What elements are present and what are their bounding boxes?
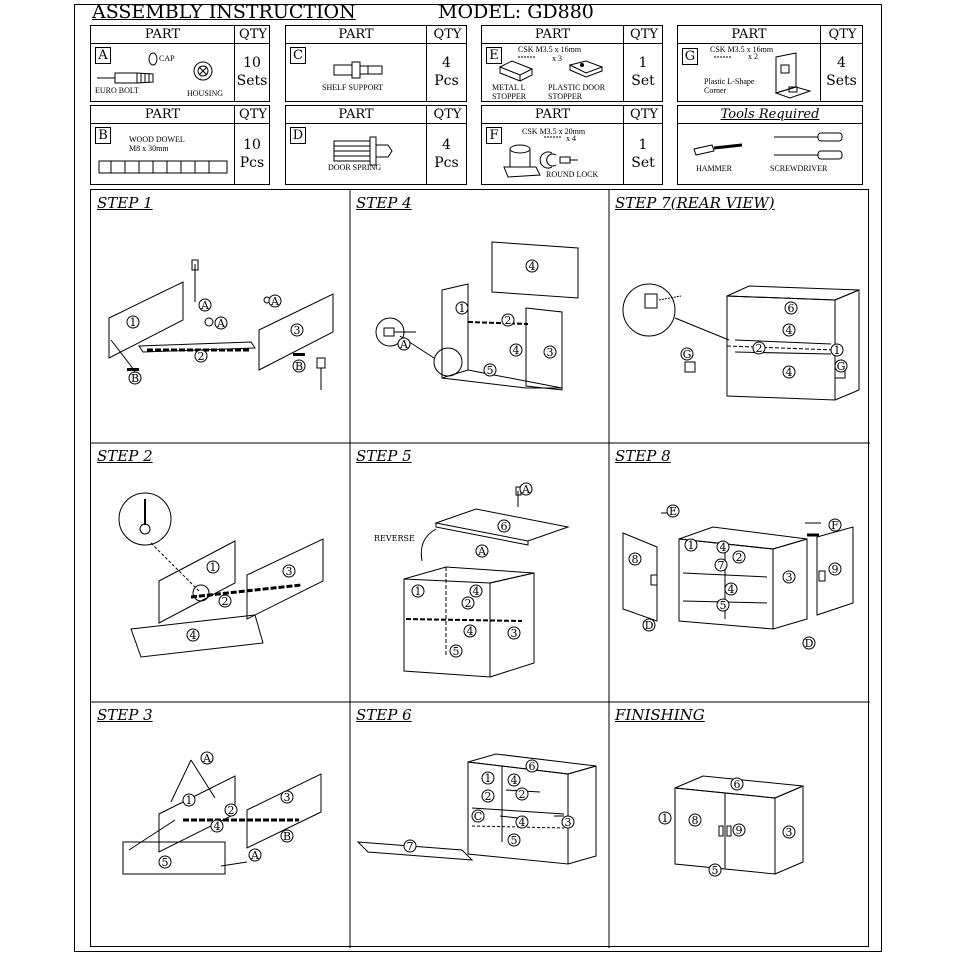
step-4-diagram bbox=[350, 190, 609, 443]
screw-count: x 4 bbox=[566, 134, 576, 143]
part-letter-e: E bbox=[486, 47, 502, 64]
marker-5: 5 bbox=[711, 864, 719, 877]
marker-b: B bbox=[282, 830, 292, 843]
qty-header: QTY bbox=[426, 106, 468, 123]
qty-unit: Pcs bbox=[434, 154, 459, 171]
part-box-e bbox=[481, 25, 663, 102]
marker-8: 8 bbox=[631, 553, 639, 566]
step-5-diagram bbox=[350, 443, 609, 702]
qty-value: 1 bbox=[638, 55, 648, 71]
marker-1: 1 bbox=[687, 539, 695, 552]
part-header: PART bbox=[534, 107, 571, 122]
qty-unit: Sets bbox=[236, 73, 268, 89]
qty-header: QTY bbox=[426, 26, 468, 43]
marker-3: 3 bbox=[285, 565, 293, 578]
marker-b: B bbox=[294, 360, 304, 373]
screw-spec: CSK M3.5 x 20mm bbox=[522, 127, 586, 136]
marker-5: 5 bbox=[486, 364, 494, 377]
marker-2: 2 bbox=[504, 314, 512, 327]
screw-count: x 2 bbox=[748, 52, 758, 61]
step-8-diagram bbox=[609, 443, 870, 702]
qty-value: 10 bbox=[243, 136, 261, 153]
step-2-diagram bbox=[91, 443, 350, 702]
marker-1: 1 bbox=[209, 561, 217, 574]
step-6-diagram bbox=[350, 702, 609, 948]
step-3-panel bbox=[91, 702, 350, 948]
screw-spec: CSK M3.5 x 16mm bbox=[518, 45, 582, 54]
marker-2: 2 bbox=[221, 595, 229, 608]
part-letter-a: A bbox=[95, 47, 111, 64]
step-1-diagram bbox=[91, 190, 350, 443]
marker-7: 7 bbox=[717, 559, 725, 572]
tools-icons bbox=[678, 123, 862, 183]
housing-label: HOUSING bbox=[187, 89, 223, 98]
step-label: STEP 8 bbox=[615, 447, 671, 465]
cap-label: CAP bbox=[159, 54, 175, 63]
marker-1: 1 bbox=[833, 344, 841, 357]
marker-b: B bbox=[130, 372, 140, 385]
hammer-label: HAMMER bbox=[696, 164, 733, 173]
marker-a: A bbox=[478, 545, 486, 558]
marker-4: 4 bbox=[785, 366, 793, 379]
marker-4: 4 bbox=[472, 585, 480, 598]
l-corner-label-2: Corner bbox=[704, 86, 727, 95]
qty-header: QTY bbox=[234, 106, 271, 123]
part-letter-c: C bbox=[290, 47, 306, 64]
marker-g: G bbox=[682, 348, 692, 361]
qty-value: 4 bbox=[837, 55, 846, 71]
part-letter-d: D bbox=[290, 127, 306, 144]
marker-4: 4 bbox=[213, 820, 221, 833]
wood-dowel-icon bbox=[91, 123, 234, 183]
part-letter-g: G bbox=[682, 48, 698, 65]
marker-3: 3 bbox=[283, 791, 291, 804]
l-corner-label: Plastic L-Shape bbox=[704, 77, 755, 86]
finishing-panel bbox=[609, 702, 870, 948]
marker-4: 4 bbox=[189, 629, 197, 642]
marker-6: 6 bbox=[787, 302, 795, 315]
part-box-a bbox=[90, 25, 270, 102]
door-spring-icon bbox=[286, 123, 426, 183]
step-1-panel bbox=[91, 190, 350, 443]
marker-5: 5 bbox=[719, 599, 727, 612]
part-header: PART bbox=[338, 107, 374, 122]
marker-2: 2 bbox=[197, 350, 205, 363]
qty-unit: Pcs bbox=[239, 154, 265, 171]
marker-a: A bbox=[217, 317, 225, 330]
marker-f: F bbox=[831, 519, 839, 532]
step-7-panel bbox=[609, 190, 870, 443]
marker-a: A bbox=[203, 752, 211, 765]
screw-spec: CSK M3.5 x 16mm bbox=[710, 45, 774, 54]
qty-value: 4 bbox=[442, 136, 451, 153]
step-label: STEP 5 bbox=[356, 447, 412, 465]
marker-5: 5 bbox=[161, 856, 169, 869]
marker-1: 1 bbox=[458, 302, 466, 315]
qty-header: QTY bbox=[234, 26, 271, 43]
marker-c: C bbox=[473, 810, 483, 823]
part-header: PART bbox=[338, 27, 374, 42]
qty-header: QTY bbox=[820, 26, 864, 43]
marker-4: 4 bbox=[518, 816, 526, 829]
marker-7: 7 bbox=[406, 840, 414, 853]
marker-3: 3 bbox=[546, 346, 554, 359]
marker-4: 4 bbox=[512, 344, 520, 357]
step-label: STEP 7(REAR VIEW) bbox=[615, 194, 775, 212]
part-header: PART bbox=[144, 107, 181, 122]
marker-a: A bbox=[201, 299, 209, 312]
marker-6: 6 bbox=[500, 520, 508, 533]
step-label: STEP 3 bbox=[97, 706, 153, 724]
shelf-support-icon bbox=[286, 43, 426, 101]
page-title: ASSEMBLY INSTRUCTION bbox=[92, 1, 356, 23]
marker-2: 2 bbox=[227, 804, 235, 817]
qty-header: QTY bbox=[623, 26, 664, 43]
plastic-stopper-label: PLASTIC DOOR STOPPER bbox=[548, 83, 606, 101]
tools-box bbox=[677, 105, 863, 185]
qty-unit: Set bbox=[631, 154, 655, 171]
part-box-f bbox=[481, 105, 663, 185]
marker-a: A bbox=[251, 849, 259, 862]
marker-2: 2 bbox=[755, 342, 763, 355]
marker-1: 1 bbox=[484, 772, 492, 785]
marker-e: E bbox=[668, 505, 678, 518]
shelf-support-label: SHELF SUPPORT bbox=[322, 83, 384, 92]
marker-2: 2 bbox=[518, 788, 526, 801]
marker-5: 5 bbox=[510, 834, 518, 847]
step-8-panel bbox=[609, 443, 870, 702]
marker-d: D bbox=[804, 637, 814, 650]
marker-1: 1 bbox=[661, 812, 669, 825]
qty-unit: Pcs bbox=[434, 73, 459, 89]
reverse-label: REVERSE bbox=[374, 534, 415, 543]
marker-6: 6 bbox=[528, 760, 536, 773]
step-5-panel bbox=[350, 443, 609, 702]
qty-header: QTY bbox=[623, 106, 664, 123]
marker-g: G bbox=[836, 360, 846, 373]
marker-4: 4 bbox=[785, 324, 793, 337]
part-box-d bbox=[285, 105, 467, 185]
steps-grid bbox=[90, 189, 869, 947]
marker-3: 3 bbox=[785, 826, 793, 839]
qty-unit: Set bbox=[631, 73, 655, 89]
marker-a: A bbox=[271, 295, 279, 308]
marker-5: 5 bbox=[452, 645, 460, 658]
qty-value: 10 bbox=[243, 55, 261, 71]
door-spring-label: DOOR SPRING bbox=[328, 163, 382, 172]
marker-4: 4 bbox=[510, 774, 518, 787]
marker-2: 2 bbox=[464, 597, 472, 610]
marker-3: 3 bbox=[510, 627, 518, 640]
marker-3: 3 bbox=[564, 816, 572, 829]
marker-4: 4 bbox=[528, 260, 536, 273]
marker-4: 4 bbox=[466, 625, 474, 638]
qty-unit: Sets bbox=[826, 73, 857, 89]
step-label: FINISHING bbox=[615, 706, 705, 724]
marker-1: 1 bbox=[129, 316, 137, 329]
part-header: PART bbox=[534, 27, 571, 42]
marker-1: 1 bbox=[414, 585, 422, 598]
marker-6: 6 bbox=[733, 778, 741, 791]
finishing-diagram bbox=[609, 702, 870, 948]
hammer-icon bbox=[694, 145, 742, 155]
part-header: PART bbox=[731, 27, 767, 42]
wood-dowel-size: M8 x 30mm bbox=[129, 144, 169, 153]
part-letter-f: F bbox=[486, 127, 502, 144]
step-label: STEP 2 bbox=[97, 447, 153, 465]
marker-9: 9 bbox=[831, 563, 839, 576]
screw-count: x 3 bbox=[552, 54, 562, 63]
step-label: STEP 4 bbox=[356, 194, 412, 212]
step-label: STEP 6 bbox=[356, 706, 412, 724]
marker-3: 3 bbox=[785, 571, 793, 584]
step-3-diagram bbox=[91, 702, 350, 948]
qty-value: 1 bbox=[638, 136, 648, 153]
marker-4: 4 bbox=[727, 583, 735, 596]
screwdriver-icon bbox=[774, 133, 842, 159]
step-4-panel bbox=[350, 190, 609, 443]
marker-a: A bbox=[400, 338, 408, 351]
marker-1: 1 bbox=[185, 794, 193, 807]
step-7-diagram bbox=[609, 190, 870, 443]
marker-3: 3 bbox=[293, 324, 301, 337]
metal-stopper-label: METAL L STOPPER bbox=[492, 83, 527, 101]
marker-2: 2 bbox=[735, 551, 743, 564]
marker-9: 9 bbox=[735, 824, 743, 837]
round-lock-label: ROUND LOCK bbox=[546, 170, 599, 179]
qty-value: 4 bbox=[442, 55, 451, 71]
wood-dowel-label: WOOD DOWEL bbox=[129, 135, 185, 144]
step-6-panel bbox=[350, 702, 609, 948]
part-box-g bbox=[677, 25, 863, 102]
model-number: MODEL: GD880 bbox=[438, 1, 594, 23]
part-letter-b: B bbox=[95, 127, 111, 144]
marker-4: 4 bbox=[719, 541, 727, 554]
part-box-b bbox=[90, 105, 270, 185]
euro-bolt-label: EURO BOLT bbox=[95, 86, 139, 95]
marker-d: D bbox=[644, 619, 654, 632]
marker-8: 8 bbox=[691, 814, 699, 827]
marker-a: A bbox=[522, 483, 530, 496]
screwdriver-label: SCREWDRIVER bbox=[770, 164, 828, 173]
part-box-c bbox=[285, 25, 467, 102]
marker-2: 2 bbox=[484, 790, 492, 803]
part-header: PART bbox=[144, 27, 181, 42]
tools-header: Tools Required bbox=[720, 107, 820, 122]
step-2-panel bbox=[91, 443, 350, 702]
step-label: STEP 1 bbox=[97, 194, 153, 212]
